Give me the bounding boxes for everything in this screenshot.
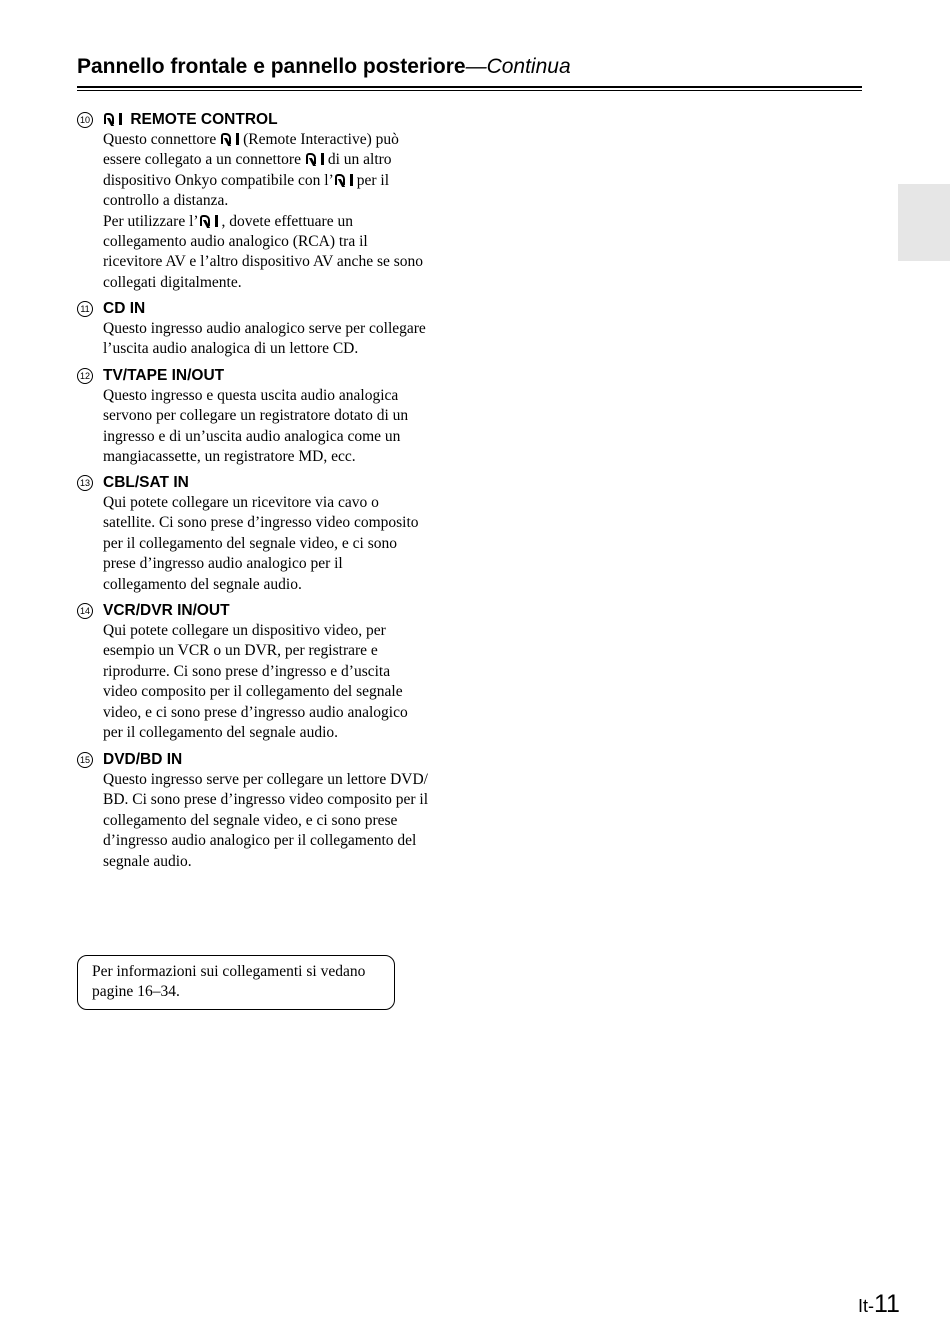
text-segment: segnale audio. bbox=[103, 852, 192, 870]
description-line bbox=[103, 447, 463, 467]
description-line bbox=[103, 641, 463, 661]
description-line bbox=[103, 171, 463, 191]
description-line bbox=[103, 319, 463, 339]
description-line bbox=[103, 273, 463, 293]
item-title-text: CBL/SAT IN bbox=[103, 474, 189, 491]
description-line bbox=[103, 554, 463, 574]
item-number-badge: 11 bbox=[77, 301, 93, 317]
ri-logo-icon bbox=[104, 113, 125, 125]
item-description bbox=[103, 386, 463, 468]
text-segment: collegamento del segnale audio. bbox=[103, 575, 302, 593]
text-segment: Questo ingresso serve per collegare un lettore DVD/ bbox=[103, 771, 428, 788]
text-segment: (Remote Interactive) può bbox=[243, 131, 399, 148]
text-segment: collegamento audio analogico (RCA) tra il bbox=[103, 233, 368, 251]
text-segment: servono per collegare un registratore dotato di un bbox=[103, 407, 409, 425]
text-segment: satellite. Ci sono prese d’ingresso video composito bbox=[103, 514, 419, 532]
side-tab-marker bbox=[898, 184, 950, 261]
description-line bbox=[103, 790, 463, 810]
page-title-main: Pannello frontale e pannello posteriore bbox=[77, 55, 466, 78]
text-segment: essere collegato a un connettore bbox=[103, 151, 305, 169]
text-segment: dispositivo Onkyo compatibile con l’ bbox=[103, 171, 334, 189]
page-title-continued: —Continua bbox=[465, 55, 571, 78]
description-line bbox=[103, 406, 463, 426]
item-title-text: DVD/BD IN bbox=[103, 751, 183, 768]
page-number bbox=[858, 1290, 900, 1319]
description-line bbox=[103, 703, 463, 723]
page-number-value: 11 bbox=[874, 1290, 900, 1318]
description-line bbox=[103, 191, 463, 211]
item-description bbox=[103, 770, 463, 872]
text-segment: d’ingresso audio analogico per il collegamento del bbox=[103, 832, 417, 850]
description-line bbox=[103, 852, 463, 872]
description-line bbox=[103, 662, 463, 682]
text-segment: l’uscita audio analogica di un lettore CD. bbox=[103, 340, 359, 358]
ri-logo-icon bbox=[200, 215, 221, 227]
note-line: pagine 16–34. bbox=[92, 983, 180, 1001]
description-line bbox=[103, 232, 463, 252]
page-header bbox=[77, 55, 862, 79]
description-line bbox=[103, 386, 463, 406]
text-segment: controllo a distanza. bbox=[103, 192, 229, 210]
description-line bbox=[103, 770, 463, 790]
description-line bbox=[103, 130, 463, 150]
ri-logo-icon bbox=[306, 153, 327, 165]
item-title bbox=[103, 750, 182, 770]
page-number-prefix: It- bbox=[858, 1296, 874, 1316]
header-rule-thin bbox=[77, 90, 862, 91]
text-segment: Questo ingresso e questa uscita audio analogica bbox=[103, 387, 399, 404]
text-segment: ricevitore AV e l’altro dispositivo AV anche se sono bbox=[103, 253, 424, 271]
text-segment: Qui potete collegare un ricevitore via cavo o bbox=[103, 494, 379, 511]
description-line bbox=[103, 150, 463, 170]
item-description bbox=[103, 493, 463, 595]
text-segment: collegati digitalmente. bbox=[103, 273, 242, 291]
description-line bbox=[103, 534, 463, 554]
description-line bbox=[103, 513, 463, 533]
text-segment: per il bbox=[356, 171, 390, 189]
text-segment: di un altro bbox=[327, 151, 392, 169]
text-segment: Per utilizzare l’ bbox=[103, 212, 199, 230]
text-segment: BD. Ci sono prese d’ingresso video composito per il bbox=[103, 791, 429, 809]
text-segment: collegamento del segnale video, e ci sono prese bbox=[103, 811, 398, 829]
header-rule-thick bbox=[77, 86, 862, 88]
text-segment: video composito per il collegamento del segnale bbox=[103, 683, 403, 701]
description-line bbox=[103, 831, 463, 851]
item-title bbox=[103, 299, 145, 319]
item-number-badge: 10 bbox=[77, 112, 93, 128]
page-title bbox=[77, 55, 862, 79]
text-segment: ingresso e di un’uscita audio analogica come un bbox=[103, 427, 401, 445]
ri-logo-icon bbox=[221, 133, 242, 145]
text-segment: riprodurre. Ci sono prese d’ingresso e d’uscita bbox=[103, 662, 391, 680]
description-line bbox=[103, 339, 463, 359]
item-title-text: CD IN bbox=[103, 300, 146, 317]
item-title bbox=[103, 366, 224, 386]
item-number-badge: 14 bbox=[77, 603, 93, 619]
item-number-badge: 15 bbox=[77, 752, 93, 768]
ri-logo-icon bbox=[335, 174, 356, 186]
item-title-text: TV/TAPE IN/OUT bbox=[103, 367, 225, 384]
text-segment: Questo connettore bbox=[103, 131, 221, 148]
description-line bbox=[103, 427, 463, 447]
item-number-badge: 12 bbox=[77, 368, 93, 384]
description-line bbox=[103, 811, 463, 831]
item-title-text: REMOTE CONTROL bbox=[130, 111, 278, 128]
text-segment: video, e ci sono prese d’ingresso audio analogico bbox=[103, 703, 408, 721]
text-segment: mangiacassette, un registratore MD, ecc. bbox=[103, 448, 356, 466]
description-line bbox=[103, 621, 463, 641]
item-title bbox=[103, 473, 189, 493]
description-line bbox=[103, 212, 463, 232]
item-title bbox=[103, 110, 278, 130]
text-segment: prese d’ingresso audio analogico per il bbox=[103, 555, 343, 573]
text-segment: , dovete effettuare un bbox=[221, 212, 353, 230]
description-line bbox=[103, 575, 463, 595]
text-segment: Questo ingresso audio analogico serve per collegare bbox=[103, 320, 426, 337]
description-line bbox=[103, 493, 463, 513]
note-box bbox=[77, 955, 395, 1010]
item-description bbox=[103, 319, 463, 360]
description-line bbox=[103, 682, 463, 702]
item-description bbox=[103, 621, 463, 743]
text-segment: esempio un VCR o un DVR, per registrare e bbox=[103, 642, 378, 660]
text-segment: Qui potete collegare un dispositivo video, per bbox=[103, 622, 386, 639]
item-description bbox=[103, 130, 463, 293]
description-line bbox=[103, 723, 463, 743]
item-title-text: VCR/DVR IN/OUT bbox=[103, 602, 230, 619]
note-line: Per informazioni sui collegamenti si vedano bbox=[92, 963, 366, 980]
text-segment: per il collegamento del segnale audio. bbox=[103, 724, 338, 742]
description-line bbox=[103, 252, 463, 272]
item-title bbox=[103, 601, 230, 621]
item-number-badge: 13 bbox=[77, 475, 93, 491]
text-segment: per il collegamento del segnale video, e ci sono bbox=[103, 534, 397, 552]
